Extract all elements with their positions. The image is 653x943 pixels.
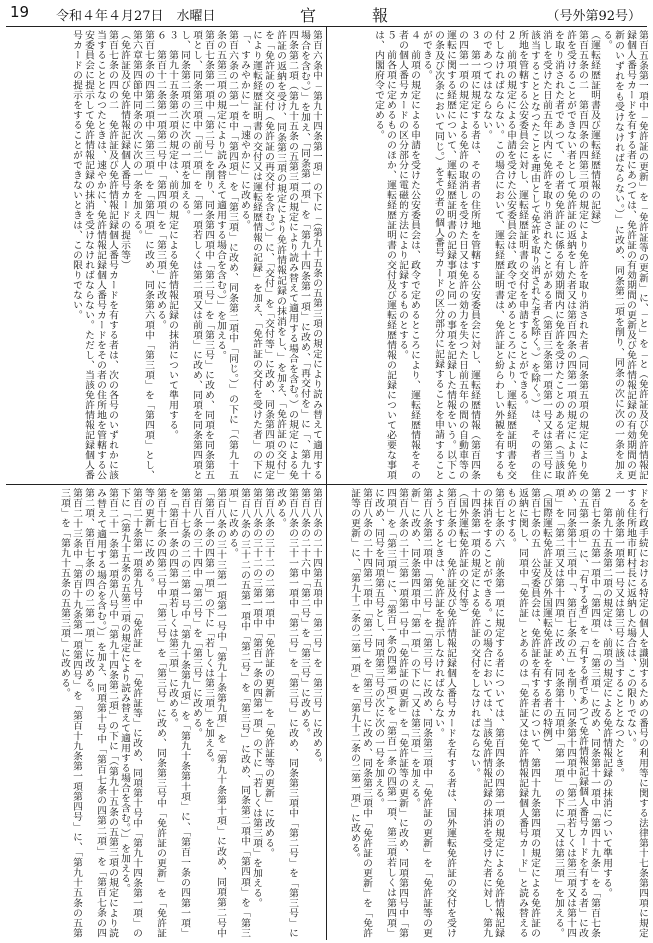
column-separator xyxy=(326,26,327,484)
paragraph: 第百八条の三十三第一項第一号中「第九十条第九項」を「第九十条第十項」に改め、同項第二号中「第百一条の四第一項」の下に「若しくは第三項」を加える。 xyxy=(203,488,226,938)
text-block-bottom-right xyxy=(332,488,648,938)
paragraph: 第百八条の三十一第一項中「第二号」を「第三号」に改め、同条第三項中「第二号」を「第三号」に改める。 xyxy=(275,488,298,938)
paragraph: ３ 第九十五条第二項の規定は、前項の規定による免許情報記録の抹消について準用する。 xyxy=(167,30,178,440)
issue-date: 令和４年４月27日 水曜日 xyxy=(56,9,216,24)
page-number: 19 xyxy=(10,3,30,21)
paragraph: 第百八条の二十三第一項第一号中「免許証の更新」を「免許証等の更新」に改め、同項第四号中「第四項」を「第三項」に、「第百一条の四第一項」を「第百一条の四第一項、第三項若しくは第四項」に改め、同号を同項第五号とし、同項第三号の次に次の一号を加える。 xyxy=(373,488,408,938)
paragraph: 第百七条の四の二 免許証及び免許情報記録個人番号カードを有する者は、次の各号のいずれかに該当することとなつたときは、速やかに、免許情報記録個人番号カードをその者の住所地を管轄する公安委員会に提示して免許情報記録の抹消を受けなければならない。ただし、当該免許情報記録個人番号カードの提示をすることができないときは、この限りでない。 xyxy=(71,30,118,480)
issue-number: （号外第92号） xyxy=(546,9,641,24)
paragraph: 第百二十一条第一項第八号中「第九十四条第二項」の下に「（第九十五条の五第三項の規定により読み替えて適用する場合を含む。）」を加え、同項第十号中「第百七条の四第二項」を「第百七条の四第二項、第百七条の四の二第一項」に改める。 xyxy=(83,488,118,938)
paragraph: （免許証及び免許情報記録個人番号カードの提示等） xyxy=(119,30,130,270)
paragraph: 第百七条の七 免許証及び免許情報記録個人番号カードを有する者は、国外運転免許証の交付を受けようとするときは、免許証を提示しなければならない。 xyxy=(433,488,456,938)
text-block-top-left xyxy=(8,30,322,480)
paragraph: 第百六条の二第一項中「第四項」を「第三項」に改め、同条第二項中「同じ。）」の下に「（第九十五条の五第三項の規定により読み替えて適用する場合を含む。）」を加える。 xyxy=(215,30,238,480)
column-separator xyxy=(326,484,327,940)
paragraph: ドを行政手続における特定の個人を識別するための番号の利用等に関する法律第十七条第四項に規定する住所地市町村長に返納した場合は、この限りでない。 xyxy=(625,488,648,938)
paragraph: ３ 第一項に規定する者は、その者の住所地を管轄する公安委員会に対し、運転経歴情報（第百四条の四第一項の規定による免許の取消しを受けた日又は免許の効力を失つた日前五年の間の自動車等の運転に関する経歴について、運転経歴証明書の記録事項と同一の事項を記録した情報をいう。以下この条及び次条において同じ。）をその者の個人番号カードの区分部分に記録することを申請することができる。 xyxy=(421,30,480,480)
paragraph: （国外運転免許証の交付等） xyxy=(457,488,468,618)
paragraph: 第百二十三条中「第百十九条第一項第四号」を「第百十九条第一項第四号」に、「第九十五条の五第三項」を「第九十五条の五第三項」に改める。 xyxy=(59,488,82,938)
paragraph: 第百八条第二項中「第二号」を「第三号」に改め、同条第三項中「免許証の更新」を「免許証等の更新」に改め、同条第四項中「第一項」の下に「又は第三項」を加える。 xyxy=(409,488,432,938)
paragraph: 第百八条の三十二の二第一項中「免許証の更新」を「免許証等の更新」に改める。 xyxy=(263,488,274,858)
paragraph: 第百五条の二 第百四条の四第三項の規定により免許を取り消された者（同条第五項の規定により免許を受けることができない者として免許証の返納をした者又は第百四条の四第一項の規定により免許を取り消された者であつて、その者の免許証に係る有効期間内に免許を受けたことのある者（当該取消しを受けた日前五年以内に免許を取り消されたことがある者（第百三条第一項第一号又は第三号に該当することとなつたことを理由として免許を取り消された者を除く。）を除く。）は、その者の住所地を管轄する公安委員会に対し、運転経歴証明書の交付を申請することができる。 xyxy=(517,30,588,480)
paragraph: 第百八条の三十二の五第一項中「第二号」を「第三号」に改め、同条第二項中「第四項」を「第三項」に改める。 xyxy=(227,488,250,938)
paragraph: 第百十七条の四第二号中「第二号」を「第三号」に改め、同条第三号中「免許証の更新」を「免許証等の更新」に改める。 xyxy=(143,488,166,938)
paragraph: （国際運転免許証及び外国運転免許証を有する者の特例） xyxy=(541,488,552,748)
paragraph: 第百二十条第一項第九号中「免許証」を「免許証等」に改め、同項第十号中「第九十四条第一項」の下に「（第九十五条の五第三項の規定により読み替えて適用する場合を含む。）」を加える。 xyxy=(119,488,142,938)
paragraph: 第百七条の六 前条第一項に規定する者については、第百四条の四第一項の規定による免許情報記録の抹消をすることができる。この場合においては、当該免許情報記録の抹消を受けた者に対し、第九十四条第一項の規定による免許証の交付をしなければならない。 xyxy=(469,488,504,938)
paragraph: 第百十七条の二の二第一号中「第九十条第九項」を「第九十条第十項」に、「第百一条の四第一項」を「第百一条の四第一項若しくは第三項」に改める。 xyxy=(167,488,190,938)
paragraph: 一 前条第一項第一号又は第三号に該当することとなつたとき。 xyxy=(613,488,624,778)
text-block-top-right xyxy=(332,30,648,480)
paragraph: 第百七条の五第一項中「第四項」を「第三項」に改め、同条第十一項中「第四十九条」を「第百七条の五第一項」に、「有する者」を「有する者であつて免許情報記録個人番号カードを有する者」に改め、同条第十三項中「、第百七条の五」を削り、同条第十四項中「第二項若しくは第三項又は第十四項」を「第二項又は第十四項」に改め、同条第十五項中「第一項」の下に「又は第三項」を加える。 xyxy=(553,488,600,938)
paragraph: ２ 前項の規定による申請を受けた公安委員会は、政令で定めるところにより、運転経歴証明書を交付しなければならない。この場合において、運転経歴証明書は、免許証と紛らわしい外観を有するものであつてはならない。 xyxy=(481,30,516,480)
paragraph: 第百八条の二十六中「第二号」を「第三号」に改める。 xyxy=(299,488,310,738)
paragraph: 第百八条の三十二の三第一項中「第百一条の四第一項」の下に「若しくは第三項」を加える。 xyxy=(251,488,262,908)
paragraph: 第百七条第一項中「第二号」を削り、同条第四項中「第二号」を「第三号」に改め、同項を同条第五項とし、同条第三項中「前二項」を「第一項若しくは第二項又は前項」に改め、同項を同条第四項とし、同条第二項の次に次の一項を加える。 xyxy=(179,30,214,480)
gazette-title: 官 報 xyxy=(300,6,409,25)
paragraph: 第百八条の三十四中「第二号」を「第三号」に改める。 xyxy=(191,488,202,738)
paragraph: 第百八条の二十四第五項中「第二号」を「第三号」に改める。 xyxy=(311,488,322,768)
paragraph: ５ 前各項に定めるもののほか、運転経歴証明書の交付及び運転経歴情報の記録について必要な事項は、内閣府令で定める。 xyxy=(373,30,396,480)
paragraph: ６ 第百十二条第一項第二号中「第四項」を「第三項」に改める。 xyxy=(155,30,166,330)
paragraph: 第百八条の二十四第二項中「第二号」を「第三号」に改め、同条第三項中「免許証の更新」を「免許証等の更新」に、「第九十二条の二第一項」を「第九十二条の二第一項」に改める。 xyxy=(349,488,372,938)
page-header xyxy=(0,0,653,26)
paragraph: ２ 第九十五条第二項の規定は、前項の規定による免許情報記録の抹消について準用する。 xyxy=(601,488,612,898)
paragraph: 第百五条第一項中「免許証の更新」を「免許証等の更新」に、「と」を「と（免許証及び免許情報記録個人番号カードを有する者にあつては、免許証の有効期間の更新及び免許情報記録の有効期間の更新のいずれをも受けなければならない。）」に改め、同条第二項を削り、同条の次に次の一条を加える。 xyxy=(601,30,648,480)
paragraph: 第百七条の四第二項中「第三項」を「第四項」に改め、同条第六項中「第三項」を「第四項」とし、第六章第四節中同条の次に次の一条を加える。 xyxy=(131,30,154,480)
paragraph: ４ 前項の規定による申請を受けた公安委員会は、政令で定めるところにより、運転経歴情報をその者の個人番号カードの区分部分に電磁的方法により記録するものとする。 xyxy=(397,30,420,480)
paragraph: 第百六条中「第九十四条第一項」の下に「（第九十五条の五第三項の規定により読み替えて適用する場合を含む。）」を加え、「同条第一項」を「第九十四条第一項」に改め、「再交付を」に「、第九十四条第二項（第九十五条の五第三項の規定により読み替えて適用する場合を含む。）の規定による免許証の返納を受け、同条第三項の規定により免許情報記録の抹消をし、」を加え、「免許証の交付」を「免許証の交付（免許証の再交付を含む。）」に、「交付」を「交付等」に改め、同条第四項の規定により運転経歴証明書の交付又は運転経歴情報の記録」を加え、「免許証の交付を受けた者」の下に「、すみやかに」を「速やかに」に改める。 xyxy=(239,30,322,480)
paragraph: （運転経歴証明書及び運転経歴情報の記録） xyxy=(589,30,600,230)
paragraph: 第百七条の五 公安委員会は、免許証を有する者について、第四十九条第四項の規定による免許証の返納に関し、同項中「免許証」とあるのは「免許証又は免許情報記録個人番号カード」と読み替えるものとする。 xyxy=(505,488,540,938)
text-block-bottom-left xyxy=(8,488,322,938)
